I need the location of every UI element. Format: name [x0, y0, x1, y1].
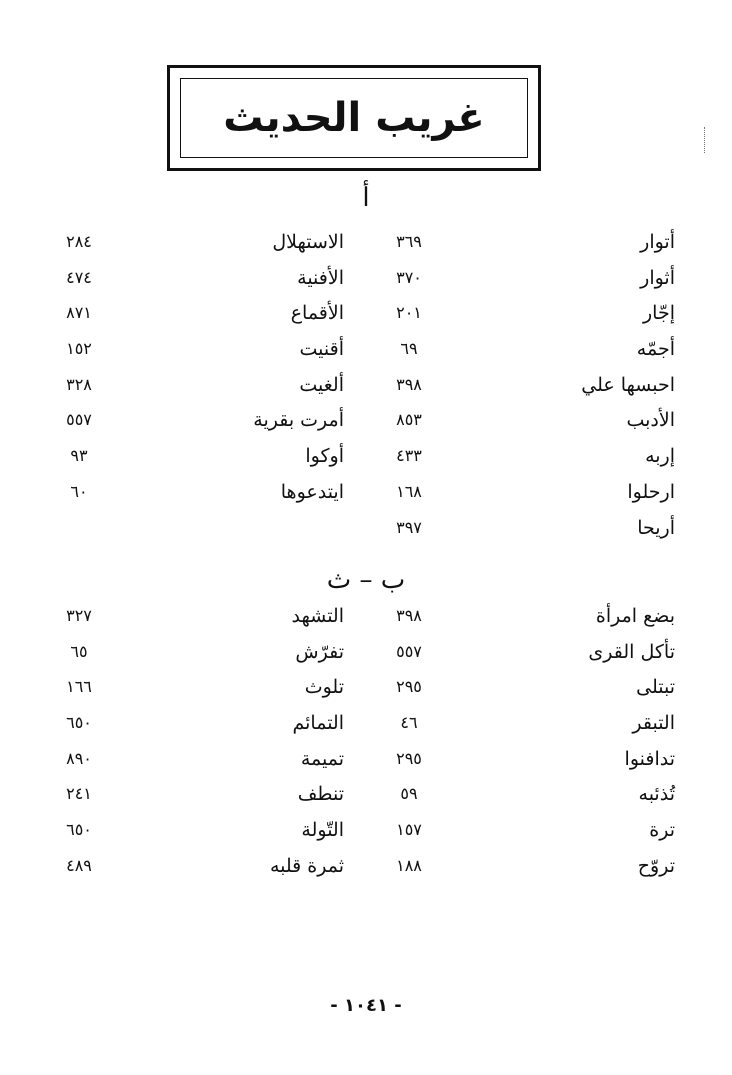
index-term-right: تروّح [637, 854, 675, 877]
index-row [0, 229, 732, 265]
index-row [0, 817, 732, 853]
page-ref-right: ٢٠١ [396, 303, 422, 323]
page-ref-right: ٣٩٨ [396, 606, 422, 625]
page-ref-left: ٦٥ [70, 641, 88, 661]
page-ref-right: ٣٦٩ [396, 232, 422, 251]
margin-mark [704, 127, 707, 153]
page-ref-left: ٤٨٩ [66, 855, 92, 875]
index-term-left: أمرت بقرية [253, 409, 344, 432]
page-ref-right: ٣٧٠ [396, 267, 422, 287]
index-row [0, 407, 732, 443]
index-term-left: أقنيت [299, 338, 344, 361]
page-ref-right: ٣٩٧ [396, 517, 422, 537]
page-ref-left: ١٥٢ [66, 339, 92, 359]
page-ref-right: ٤٣٣ [396, 446, 422, 466]
page-ref-left: ٨٩٠ [66, 748, 92, 768]
section-heading: ب – ث [326, 565, 406, 595]
page-ref-left: ٢٨٤ [66, 232, 92, 251]
page-ref-left: ٣٢٨ [66, 374, 92, 394]
index-term-right: الأدبب [626, 409, 675, 432]
page-ref-right: ٣٩٨ [396, 374, 422, 394]
index-term-left: الأفنية [297, 266, 344, 289]
page-ref-right: ٥٥٧ [396, 641, 422, 661]
index-row [0, 336, 732, 372]
index-term-left: تفرّش [295, 640, 344, 663]
index-term-left: الاستهلال [272, 231, 344, 253]
index-row [0, 603, 732, 639]
page-ref-right: ٦٩ [400, 339, 418, 359]
index-row [0, 746, 732, 782]
index-term-left: تلوث [304, 676, 344, 699]
index-row [0, 674, 732, 710]
page-ref-right: ١٥٧ [396, 820, 422, 840]
page-ref-right: ١٦٨ [396, 481, 422, 501]
page-ref-left: ٩٣ [70, 446, 88, 466]
index-term-left: التمائم [292, 712, 344, 735]
index-term-right: تدافنوا [624, 747, 675, 770]
index-row [0, 710, 732, 746]
index-term-right: التبقر [632, 712, 675, 735]
index-term-left: الأقماع [290, 302, 344, 325]
index-term-right: أتوار [640, 231, 675, 253]
page-title: غريب الحديث [223, 95, 485, 141]
index-term-left: ثمرة قلبه [269, 854, 344, 877]
index-term-left: أوكوا [305, 445, 344, 468]
page-ref-left: ٦٥٠ [66, 820, 92, 840]
index-row [0, 300, 732, 336]
index-term-left: ألغيت [299, 373, 344, 396]
title-frame [167, 65, 541, 171]
page-number: - ١٠٤١ - [330, 995, 402, 1016]
index-term-right: بضع امرأة [595, 605, 675, 627]
index-term-right: أريحا [637, 516, 675, 539]
index-row [0, 515, 732, 551]
page-ref-right: ٢٩٥ [396, 677, 422, 697]
index-term-left: تميمة [300, 747, 344, 770]
index-row [0, 853, 732, 889]
index-term-right: احبسها علي [581, 373, 675, 396]
section-heading: أ [362, 183, 370, 213]
index-term-right: إربه [645, 445, 675, 468]
index-term-right: أجمّه [636, 338, 675, 361]
index-term-right: تُذئبه [638, 783, 675, 806]
page-ref-right: ٢٩٥ [396, 748, 422, 768]
index-term-right: إجّار [643, 302, 675, 325]
index-row [0, 639, 732, 675]
index-row [0, 479, 732, 515]
page-ref-left: ٣٢٧ [66, 606, 92, 625]
index-term-left: التّولة [301, 819, 344, 842]
index-row [0, 781, 732, 817]
page-ref-right: ٨٥٣ [396, 410, 422, 430]
page-ref-left: ٥٥٧ [66, 410, 92, 430]
index-term-right: ترة [649, 819, 675, 842]
page-ref-left: ١٦٦ [66, 677, 92, 697]
index-term-left: التشهد [291, 605, 344, 627]
index-term-left: ايتدعوها [280, 480, 344, 503]
page-ref-left: ٨٧١ [66, 303, 92, 323]
page-ref-left: ٦٥٠ [66, 713, 92, 733]
index-row [0, 372, 732, 408]
index-term-right: ارحلوا [627, 480, 675, 503]
index-term-left: تنطف [297, 783, 344, 806]
page-ref-left: ٢٤١ [66, 784, 92, 804]
index-table [0, 603, 732, 889]
index-term-right: تأكل القرى [588, 640, 675, 663]
page-ref-right: ٤٦ [400, 713, 418, 733]
index-row [0, 265, 732, 301]
page-ref-left: ٦٠ [70, 481, 88, 501]
index-row [0, 443, 732, 479]
index-table [0, 229, 732, 550]
index-term-right: أثوار [640, 266, 675, 289]
page-ref-right: ٥٩ [400, 784, 418, 804]
page-ref-right: ١٨٨ [396, 855, 422, 875]
page-ref-left: ٤٧٤ [66, 267, 92, 287]
index-term-right: تبتلى [636, 676, 675, 699]
title-inner-frame [180, 78, 528, 158]
